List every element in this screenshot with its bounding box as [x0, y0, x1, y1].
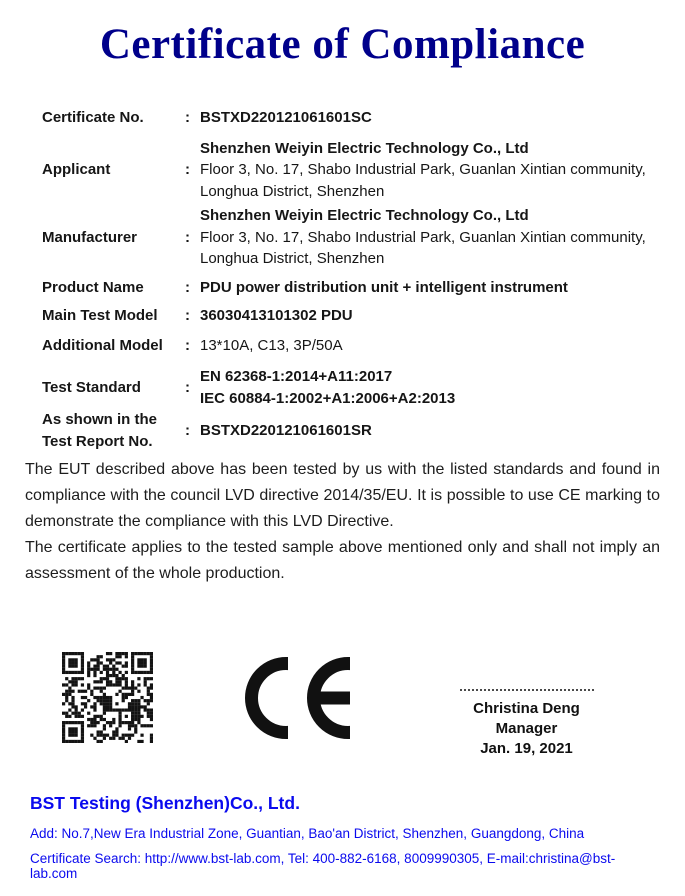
additional-model-label: Additional Model: [42, 336, 163, 354]
colon-separator: :: [185, 378, 190, 396]
certificate-title: Certificate of Compliance: [99, 21, 586, 68]
test-standard-value: [200, 366, 455, 409]
test-report-value: BSTXD220121061601SR: [200, 421, 372, 439]
manufacturer-value: [200, 205, 646, 270]
qr-code-icon: [62, 652, 153, 743]
test-report-label-line1: As shown in the: [42, 411, 158, 428]
main-test-model-label: Main Test Model: [42, 307, 158, 324]
applicant-value: [200, 138, 646, 203]
signature-date: Jan. 19, 2021: [480, 740, 573, 757]
certificate-no-label: Certificate No.: [42, 109, 144, 126]
test-standard-line2: IEC 60884-1:2002+A1:2006+A2:2013: [200, 389, 456, 407]
field-manufacturer: [42, 205, 660, 270]
applicant-company: Shenzhen Weiyin Electric Technology Co., Ltd: [200, 139, 529, 157]
signatory-role: Manager: [495, 720, 558, 737]
main-test-model-value: 36030413101302 PDU: [200, 307, 353, 324]
applicant-address-line2: Longhua District, Shenzhen: [200, 182, 385, 200]
signature-block: [443, 689, 610, 759]
colon-separator: :: [185, 421, 190, 439]
field-applicant: [42, 138, 660, 203]
field-product-name: [42, 277, 660, 299]
test-report-label: [42, 409, 185, 452]
ce-mark-icon: [243, 656, 351, 740]
issuer-footer: [30, 793, 660, 891]
product-name-label: Product Name: [42, 278, 144, 296]
field-certificate-no: [42, 107, 660, 129]
manufacturer-address-line2: Longhua District, Shenzhen: [200, 250, 385, 267]
manufacturer-label: Manufacturer: [42, 228, 138, 246]
signatory-name: Christina Deng: [473, 700, 580, 717]
test-standard-line1: EN 62368-1:2014+A11:2017: [200, 368, 393, 385]
manufacturer-address-line1: Floor 3, No. 17, Shabo Industrial Park, Guanlan Xintian community,: [200, 228, 646, 246]
test-standard-label: Test Standard: [42, 378, 141, 396]
product-name-value: PDU power distribution unit + intelligent instrument: [200, 278, 568, 296]
statement-paragraph-1: The EUT described above has been tested by us with the listed standards and found in compliance with the council LVD directive 2014/35/EU. It is possible to use CE marking to demonstrate the compliance with this LVD Directive.: [25, 461, 660, 530]
certificate-fields: [42, 107, 660, 452]
colon-separator: :: [185, 278, 190, 296]
test-report-label-line2: Test Report No.: [42, 432, 153, 450]
colon-separator: :: [185, 161, 190, 178]
applicant-label: Applicant: [42, 161, 111, 178]
field-main-test-model: [42, 305, 660, 327]
colon-separator: :: [185, 109, 190, 126]
issuer-address: Add: No.7,New Era Industrial Zone, Guantian, Bao'an District, Shenzhen, Guangdong, China: [30, 826, 585, 841]
manufacturer-company: Shenzhen Weiyin Electric Technology Co., Ltd: [200, 207, 529, 224]
signature-line: [460, 689, 594, 691]
colon-separator: :: [185, 336, 190, 354]
applicant-address-line1: Floor 3, No. 17, Shabo Industrial Park, Guanlan Xintian community,: [200, 161, 646, 178]
statement-paragraph-2: The certificate applies to the tested sample above mentioned only and shall not imply an assessment of the whole production.: [25, 539, 660, 582]
colon-separator: :: [185, 307, 190, 324]
field-additional-model: [42, 335, 660, 357]
issuer-company-name: BST Testing (Shenzhen)Co., Ltd.: [30, 793, 300, 813]
compliance-statement: [25, 457, 660, 587]
certificate-search-info: Certificate Search: http://www.bst-lab.com, Tel: 400-882-6168, 8009990305, E-mail:christina@bst-lab.com: [30, 851, 616, 881]
additional-model-value: 13*10A, C13, 3P/50A: [200, 336, 343, 354]
certificate-no-value: BSTXD220121061601SC: [200, 109, 372, 126]
field-test-report-no: [42, 409, 660, 452]
colon-separator: :: [185, 228, 190, 246]
field-test-standard: [42, 366, 660, 409]
